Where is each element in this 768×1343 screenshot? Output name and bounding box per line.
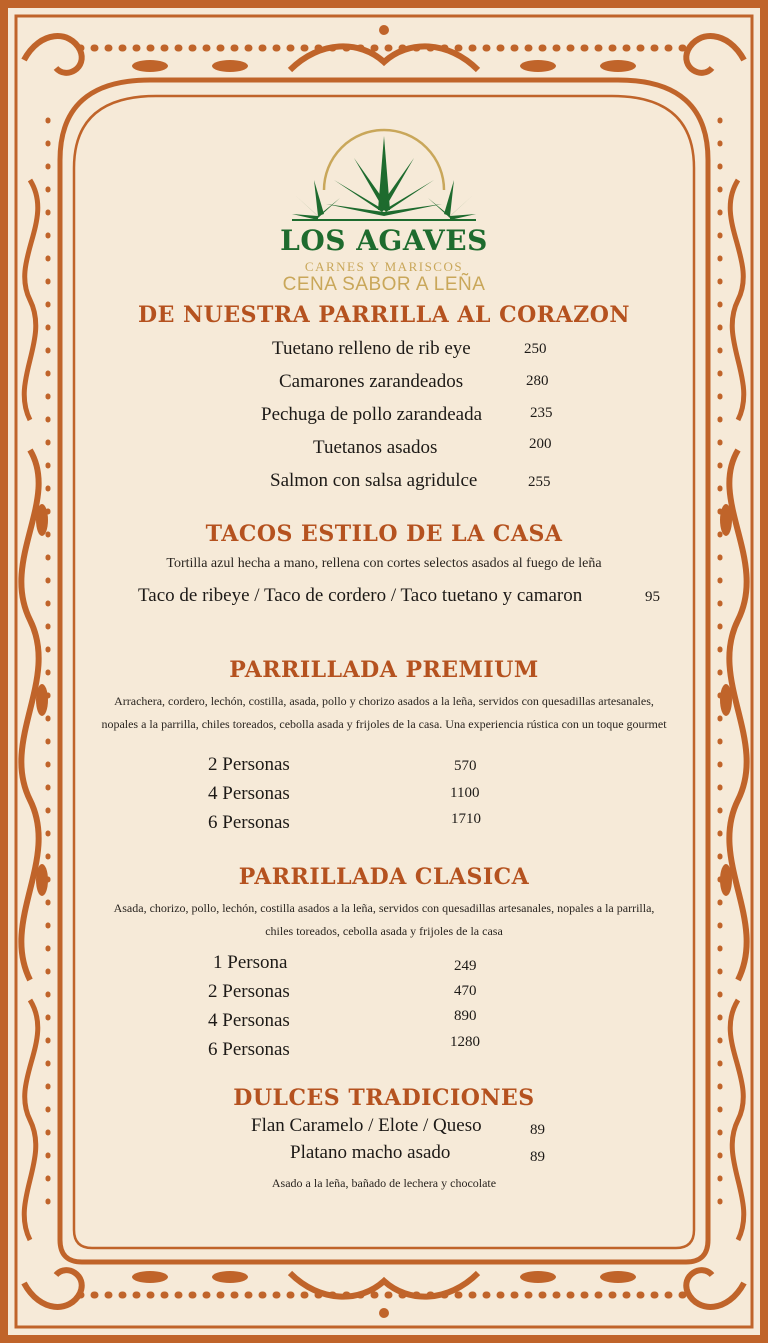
brand-name: LOS AGAVES (280, 224, 488, 257)
item-price: 1280 (450, 1034, 480, 1050)
item-name: 4 Personas (208, 1010, 290, 1031)
item-name: Pechuga de pollo zarandeada (261, 404, 483, 425)
item-name: 6 Personas (208, 1039, 290, 1060)
item-name: 1 Persona (213, 952, 288, 973)
item-name: 2 Personas (208, 754, 290, 775)
item-price: 890 (454, 1008, 477, 1024)
item-price: 470 (454, 983, 477, 999)
brand-subtitle: CARNES Y MARISCOS (304, 259, 464, 274)
item-price: 95 (645, 589, 660, 605)
description-line: chiles toreados, cebolla asada y frijoles de la casa (265, 924, 503, 938)
item-price: 1710 (451, 811, 481, 827)
item-price: 255 (528, 474, 551, 490)
item-name: 2 Personas (208, 981, 290, 1002)
item-name: 6 Personas (208, 812, 290, 833)
item-name: Flan Caramelo / Elote / Queso (251, 1115, 482, 1136)
brand-tagline: CENA SABOR A LEÑA (282, 274, 486, 295)
item-price: 1100 (450, 785, 480, 801)
item-price: 89 (530, 1122, 545, 1138)
section-title-parrilla: DE NUESTRA PARRILLA AL CORAZON (138, 302, 630, 328)
item-price: 249 (454, 958, 477, 974)
section-description-clasica (0, 897, 768, 943)
description-line: nopales a la parrilla, chiles toreados, cebolla asada y frijoles de la casa. Una experiencia rústica con un toque gourmet (101, 717, 667, 731)
item-name: 4 Personas (208, 783, 290, 804)
item-price: 235 (530, 405, 553, 421)
item-name: Taco de ribeye / Taco de cordero / Taco tuetano y camaron (138, 585, 583, 606)
section-title-premium: PARRILLADA PREMIUM (229, 657, 539, 683)
item-name: Tuetanos asados (313, 437, 438, 458)
item-name: Camarones zarandeados (279, 371, 464, 392)
dessert-note: Asado a la leña, bañado de lechera y chocolate (271, 1176, 497, 1190)
section-description-tacos: Tortilla azul hecha a mano, rellena con cortes selectos asados al fuego de leña (166, 556, 602, 571)
description-line: Arrachera, cordero, lechón, costilla, asada, pollo y chorizo asados a la leña, servidos con quesadillas artesanales, (114, 694, 654, 708)
item-price: 570 (454, 758, 477, 774)
item-price: 250 (524, 341, 547, 357)
item-name: Platano macho asado (290, 1142, 451, 1163)
description-line: Asada, chorizo, pollo, lechón, costilla asados a la leña, servidos con quesadillas artesanales, nopales a la parrilla, (113, 901, 655, 915)
section-title-dulces: DULCES TRADICIONES (233, 1085, 535, 1111)
section-title-clasica: PARRILLADA CLASICA (238, 864, 530, 890)
section-description-premium (0, 690, 768, 736)
item-price: 89 (530, 1149, 545, 1165)
item-name: Tuetano relleno de rib eye (272, 338, 471, 359)
item-price: 280 (526, 373, 549, 389)
section-title-tacos: TACOS ESTILO DE LA CASA (205, 521, 563, 547)
item-name: Salmon con salsa agridulce (270, 470, 478, 491)
item-price: 200 (529, 436, 552, 452)
agave-logo-icon (284, 118, 484, 226)
